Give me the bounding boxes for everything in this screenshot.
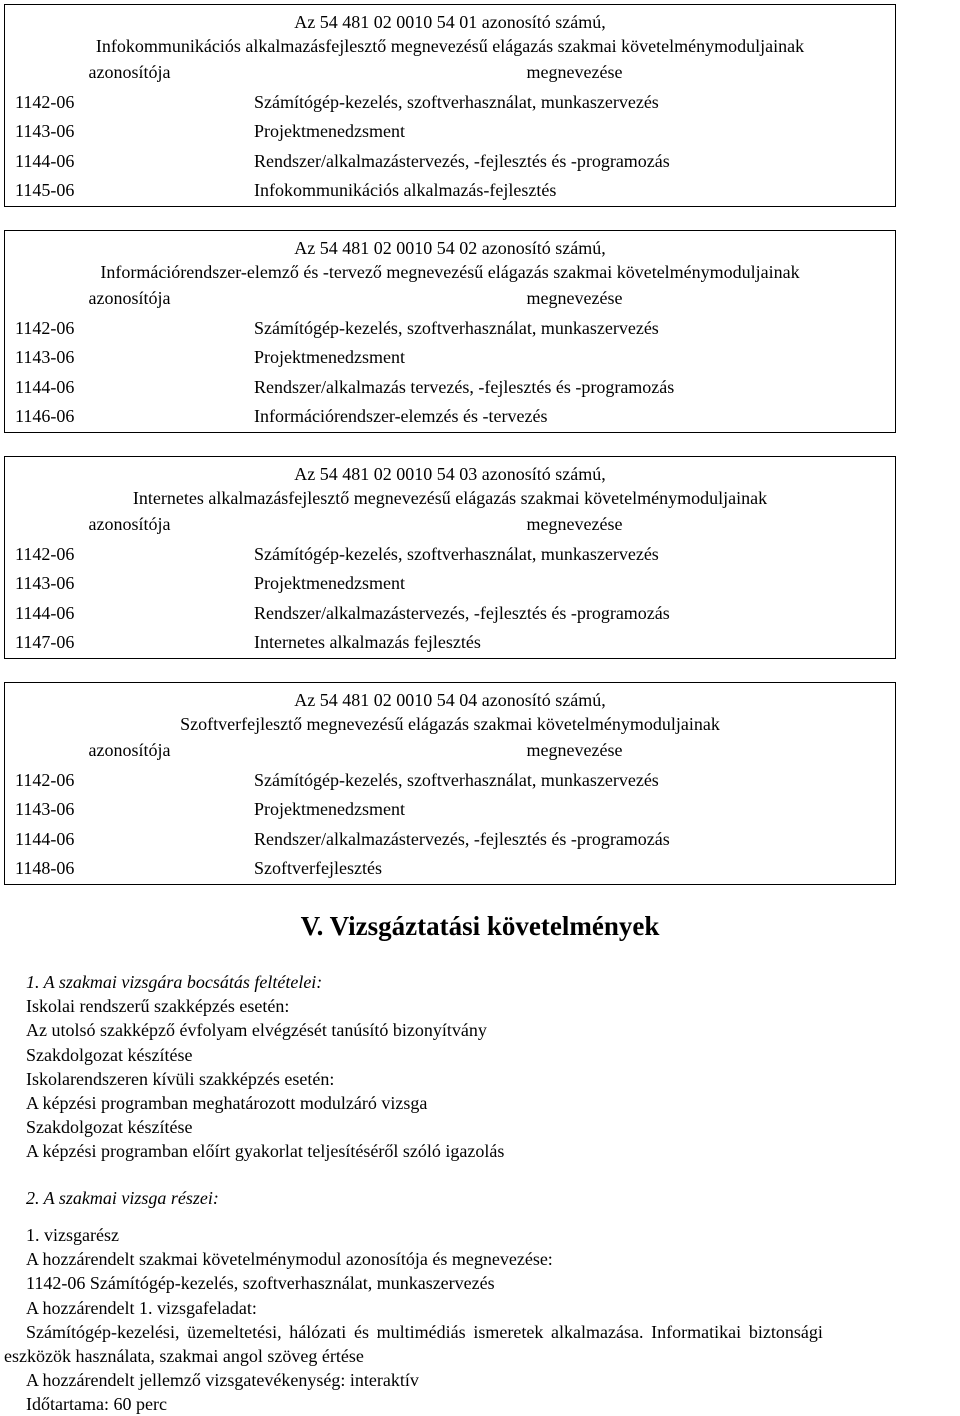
module-name: Információrendszer-elemzés és -tervezés xyxy=(254,406,548,426)
table-row xyxy=(5,373,895,403)
table-row xyxy=(5,795,895,825)
module-id: 1147-06 xyxy=(15,632,75,652)
module-id: 1146-06 xyxy=(15,406,75,426)
module-name: Számítógép-kezelés, szoftverhasználat, munkaszervezés xyxy=(254,769,659,790)
duration-text: Időtartama: 60 perc xyxy=(26,1394,167,1415)
module-name: Projektmenedzsment xyxy=(254,347,405,367)
exam-activity xyxy=(26,1368,956,1416)
module-table-title xyxy=(5,231,895,284)
module-table-4 xyxy=(4,682,896,885)
list-item: A képzési programban előírt gyakorlat teljesítéséről szóló igazolás xyxy=(26,1141,505,1162)
module-table-title-line2: Internetes alkalmazásfejlesztő megnevezésű elágazás szakmai követelménymoduljainak xyxy=(132,488,768,508)
module-id: 1142-06 xyxy=(15,91,75,112)
module-table-title-line2: Információrendszer-elemző és -tervező megnevezésű elágazás szakmai követelménymoduljainak xyxy=(100,262,800,282)
module-id: 1148-06 xyxy=(15,858,75,878)
table-row xyxy=(5,402,895,432)
module-id: 1142-06 xyxy=(15,317,75,338)
table-row xyxy=(5,569,895,599)
module-id: 1143-06 xyxy=(15,799,75,819)
column-header-name: megnevezése xyxy=(526,740,623,760)
module-table-2 xyxy=(4,230,896,433)
list-item: Az utolsó szakképző évfolyam elvégzését tanúsító bizonyítvány xyxy=(26,1020,487,1041)
table-row xyxy=(5,854,895,884)
module-id: 1144-06 xyxy=(15,828,75,849)
table-row xyxy=(5,88,895,118)
module-name: Számítógép-kezelés, szoftverhasználat, munkaszervezés xyxy=(254,91,659,112)
section-heading xyxy=(0,906,960,946)
module-id: 1145-06 xyxy=(15,180,75,200)
module-name: Infokommunikációs alkalmazás-fejlesztés xyxy=(254,180,557,200)
column-header-name: megnevezése xyxy=(526,288,623,308)
module-table-title-line1: Az 54 481 02 0010 54 02 azonosító számú, xyxy=(294,238,606,258)
module-table-header xyxy=(5,736,895,766)
module-name: Rendszer/alkalmazástervezés, -fejlesztés és -programozás xyxy=(254,150,670,171)
list-item: Iskolai rendszerű szakképzés esetén: xyxy=(26,996,290,1017)
module-table-title xyxy=(5,683,895,736)
module-name: Projektmenedzsment xyxy=(254,799,405,819)
module-id: 1143-06 xyxy=(15,573,75,593)
module-name: Rendszer/alkalmazástervezés, -fejlesztés és -programozás xyxy=(254,602,670,623)
module-name: Számítógép-kezelés, szoftverhasználat, munkaszervezés xyxy=(254,317,659,338)
module-id: 1143-06 xyxy=(15,121,75,141)
module-id: 1144-06 xyxy=(15,376,75,397)
task-description-cont xyxy=(4,1344,934,1368)
column-header-name: megnevezése xyxy=(526,514,623,534)
section-heading-text: V. Vizsgáztatási követelmények xyxy=(300,911,660,941)
admission-conditions xyxy=(26,970,956,1164)
column-header-name: megnevezése xyxy=(526,62,623,82)
module-id: 1143-06 xyxy=(15,347,75,367)
module-name: Projektmenedzsment xyxy=(254,121,405,141)
module-name: Számítógép-kezelés, szoftverhasználat, munkaszervezés xyxy=(254,543,659,564)
task-line-2: eszközök használata, szakmai angol szöveg értése xyxy=(4,1346,364,1366)
module-id: 1144-06 xyxy=(15,150,75,171)
activity-text: A hozzárendelt jellemző vizsgatevékenység: interaktív xyxy=(26,1370,419,1390)
module-table-title-line1: Az 54 481 02 0010 54 04 azonosító számú, xyxy=(294,690,606,710)
module-table-3 xyxy=(4,456,896,659)
module-table-header xyxy=(5,284,895,314)
column-header-id: azonosítója xyxy=(88,288,171,308)
column-header-id: azonosítója xyxy=(88,514,171,534)
table-row xyxy=(5,825,895,855)
table-row xyxy=(5,628,895,658)
module-table-title-line1: Az 54 481 02 0010 54 01 azonosító számú, xyxy=(294,12,606,32)
list-item: A képzési programban meghatározott modulzáró vizsga xyxy=(26,1093,428,1114)
module-table-header xyxy=(5,510,895,540)
module-name: Internetes alkalmazás fejlesztés xyxy=(254,632,481,652)
table-row xyxy=(5,599,895,629)
module-value: 1142-06 Számítógép-kezelés, szoftverhasználat, munkaszervezés xyxy=(26,1273,495,1294)
column-header-id: azonosítója xyxy=(88,62,171,82)
module-id: 1142-06 xyxy=(15,543,75,564)
exam-part-1 xyxy=(26,1223,956,1320)
module-name: Szoftverfejlesztés xyxy=(254,858,382,878)
exam-parts-title: 2. A szakmai vizsga részei: xyxy=(26,1188,219,1208)
task-line-1: Számítógép-kezelési, üzemeltetési, hálózati és multimédiás ismeretek alkalmazása. Informatikai biztonsági xyxy=(26,1322,823,1342)
module-id: 1144-06 xyxy=(15,602,75,623)
module-name: Rendszer/alkalmazás tervezés, -fejlesztés és -programozás xyxy=(254,376,675,397)
module-table-title-line2: Szoftverfejlesztő megnevezésű elágazás szakmai követelménymoduljainak xyxy=(180,714,720,734)
module-table-title xyxy=(5,5,895,58)
task-label: A hozzárendelt 1. vizsgafeladat: xyxy=(26,1297,257,1318)
module-table-title xyxy=(5,457,895,510)
module-label: A hozzárendelt szakmai követelménymodul azonosítója és megnevezése: xyxy=(26,1249,553,1270)
admission-conditions-title: 1. A szakmai vizsgára bocsátás feltételei: xyxy=(26,972,323,992)
module-table-title-line2: Infokommunikációs alkalmazásfejlesztő megnevezésű elágazás szakmai követelménymoduljainak xyxy=(95,36,805,56)
module-table-1 xyxy=(4,4,896,207)
module-name: Projektmenedzsment xyxy=(254,573,405,593)
exam-parts xyxy=(26,1186,956,1210)
module-table-title-line1: Az 54 481 02 0010 54 03 azonosító számú, xyxy=(294,464,606,484)
module-table-header xyxy=(5,58,895,88)
column-header-id: azonosítója xyxy=(88,740,171,760)
table-row xyxy=(5,540,895,570)
list-item: Szakdolgozat készítése xyxy=(26,1117,193,1138)
module-name: Rendszer/alkalmazástervezés, -fejlesztés és -programozás xyxy=(254,828,670,849)
task-description xyxy=(26,1320,956,1344)
module-id: 1142-06 xyxy=(15,769,75,790)
table-row xyxy=(5,766,895,796)
table-row xyxy=(5,343,895,373)
list-item: Iskolarendszeren kívüli szakképzés esetén: xyxy=(26,1068,335,1089)
table-row xyxy=(5,117,895,147)
table-row xyxy=(5,314,895,344)
list-item: Szakdolgozat készítése xyxy=(26,1044,193,1065)
table-row xyxy=(5,176,895,206)
exam-part-title: 1. vizsgarész xyxy=(26,1225,119,1245)
table-row xyxy=(5,147,895,177)
